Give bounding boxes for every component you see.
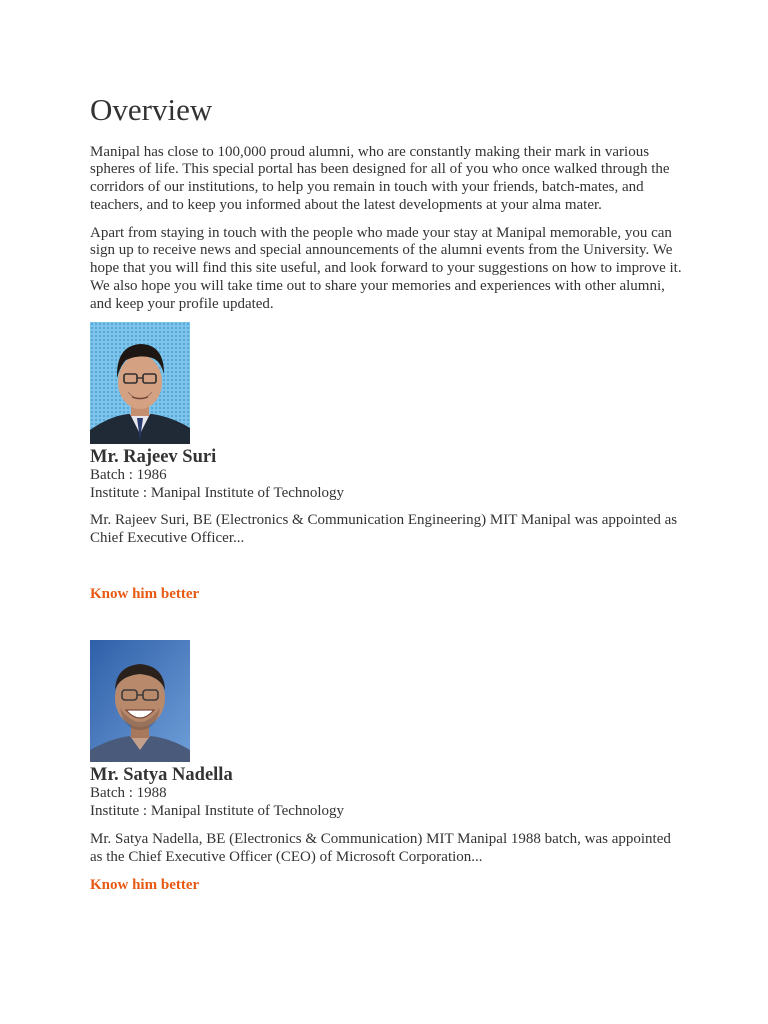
know-him-better-link[interactable]: Know him better [90,586,200,602]
page-title: Overview [90,92,213,127]
alumni-photo-satya-nadella [90,640,190,762]
alumni-photo-rajeev-suri [90,322,190,444]
alumni-name: Mr. Rajeev Suri [90,447,217,467]
alumni-institute: Institute : Manipal Institute of Technology [90,803,345,819]
alumni-batch: Batch : 1988 [90,785,167,801]
alumni-description: Mr. Rajeev Suri, BE (Electronics & Communication Engineering) MIT Manipal was appointed as Chief Executive Officer... [90,512,678,546]
alumni-batch: Batch : 1986 [90,467,167,483]
signup-paragraph: Apart from staying in touch with the people who made your stay at Manipal memorable, you can sign up to receive news and special announcements of the alumni events from the University. We hope that you will find this site useful, and look forward to your suggestions on how to improve it. We also hope you will take time out to share your memories and experiences with other alumni, and keep your profile updated. [90,224,682,312]
alumni-name: Mr. Satya Nadella [90,765,233,785]
alumni-description: Mr. Satya Nadella, BE (Electronics & Communication) MIT Manipal 1988 batch, was appointed as the Chief Executive Officer (CEO) of Microsoft Corporation... [90,831,671,865]
know-him-better-link[interactable]: Know him better [90,877,200,893]
intro-paragraph: Manipal has close to 100,000 proud alumni, who are constantly making their mark in various spheres of life. This special portal has been designed for all of you who once walked through the corridors of our institutions, to help you remain in touch with your friends, batch-mates, and teachers, and to keep you informed about the latest developments at your alma mater. [90,143,670,213]
alumni-institute: Institute : Manipal Institute of Technology [90,485,345,501]
